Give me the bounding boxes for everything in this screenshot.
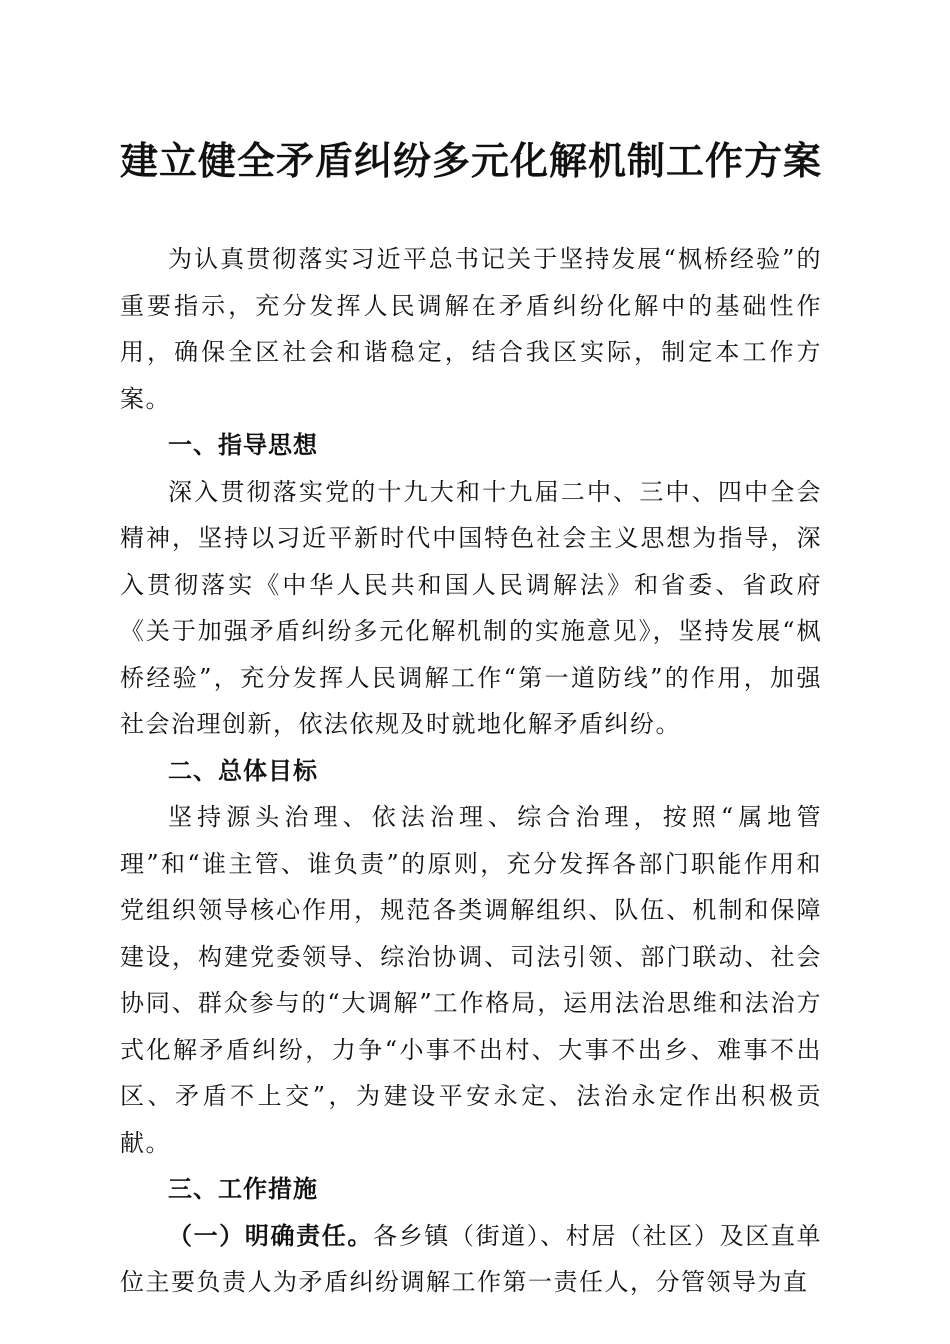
section-heading-work-measures: 三、工作措施 [168, 1175, 318, 1203]
measure-1-label: （一）明确责任。 [168, 1220, 373, 1250]
section-text-guiding-ideology: 深入贯彻落实党的十九大和十九届二中、三中、四中全会精神，坚持以习近平新时代中国特色社会主义思想为指导，深入贯彻落实《中华人民共和国人民调解法》和省委、省政府《关于加强矛盾纠纷多元化解机制的实施意见》，坚持发展“枫桥经验”，充分发挥人民调解工作“第一道防线”的作用，加强社会治理创新，依法依规及时就地化解矛盾纠纷。 [120, 477, 822, 738]
measure-paragraph-1 [120, 1213, 822, 1306]
measure-1-text: 各乡镇（街道）、村居（社区）及区直单位主要负责人为矛盾纠纷调解工作第一责任人，分管领导为直 [120, 1221, 823, 1296]
section-heading-guiding-ideology: 一、指导思想 [168, 431, 318, 459]
section-heading-overall-goals: 二、总体目标 [168, 756, 318, 785]
document-body [120, 236, 822, 1306]
intro-paragraph: 为认真贯彻落实习近平总书记关于坚持发展“枫桥经验”的重要指示，充分发挥人民调解在矛盾纠纷化解中的基础性作用，确保全区社会和谐稳定，结合我区实际，制定本工作方案。 [120, 245, 822, 413]
section-text-overall-goals: 坚持源头治理、依法治理、综合治理，按照“属地管理”和“谁主管、谁负责”的原则，充分发挥各部门职能作用和党组织领导核心作用，规范各类调解组织、队伍、机制和保障建设，构建党委领导、综治协调、司法引领、部门联动、社会协同、群众参与的“大调解”工作格局，运用法治思维和法治方式化解矛盾纠纷，力争“小事不出村、大事不出乡、难事不出区、矛盾不上交”，为建设平安永定、法治永定作出积极贡献。 [120, 803, 822, 1157]
document-title: 建立健全矛盾纠纷多元化解机制工作方案 [120, 138, 823, 183]
